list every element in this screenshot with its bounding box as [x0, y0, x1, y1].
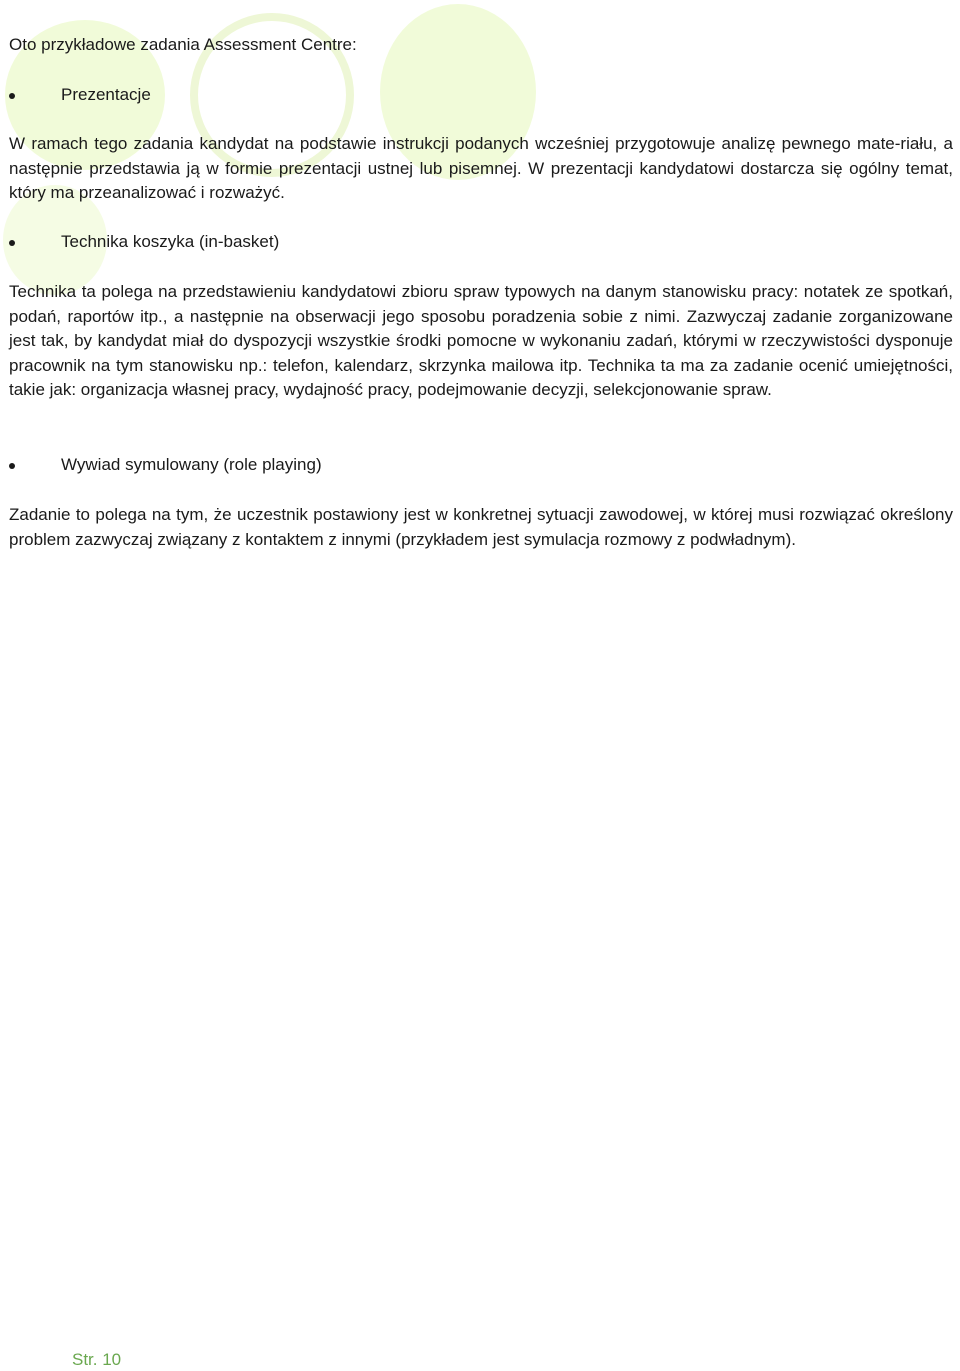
bullet-icon: [9, 463, 15, 469]
task-description: W ramach tego zadania kandydat na podstawie instrukcji podanych wcześniej przygotowuje analizę pewnego mate-riału, a następnie przedstawia ją w formie prezentacji ustnej lub pisemnej. W prezentacji kandydatowi dostarcza się ogólny temat, który ma przeanalizować i rozważyć.: [9, 134, 953, 202]
page-number: Str. 10: [72, 1350, 122, 1369]
intro-text: Oto przykładowe zadania Assessment Centre:: [9, 35, 357, 54]
task-bullet-role-playing: [9, 453, 909, 478]
bullet-icon: [9, 93, 15, 99]
task-title: Prezentacje: [61, 85, 151, 104]
task-description: Zadanie to polega na tym, że uczestnik postawiony jest w konkretnej sytuacji zawodowej, w której musi rozwiązać określony problem zazwyczaj związany z kontaktem z innymi (przykładem jest symulacja rozmowy z podwładnym).: [9, 505, 953, 549]
task-title: Technika koszyka (in-basket): [61, 232, 280, 251]
task-bullet-presentations: [9, 83, 909, 108]
task-bullet-in-basket: [9, 230, 909, 255]
task-title: Wywiad symulowany (role playing): [61, 455, 322, 474]
bullet-icon: [9, 240, 15, 246]
task-description: Technika ta polega na przedstawieniu kandydatowi zbioru spraw typowych na danym stanowisku pracy: notatek ze spotkań, podań, raportów itp., a następnie na obserwacji jego sposobu poradzenia sobie z nimi. Zazwyczaj zadanie zorganizowane jest tak, by kandydat miał do dyspozycji wszystkie środki pomocne w wykonaniu zadań, którymi w rzeczywistości dysponuje pracownik na tym stanowisku np.: telefon, kalendarz, skrzynka mailowa itp. Technika ta ma za zadanie ocenić umiejętności, takie jak: organizacja własnej pracy, wydajność pracy, podejmowanie decyzji, selekcjonowanie spraw.: [9, 282, 953, 399]
